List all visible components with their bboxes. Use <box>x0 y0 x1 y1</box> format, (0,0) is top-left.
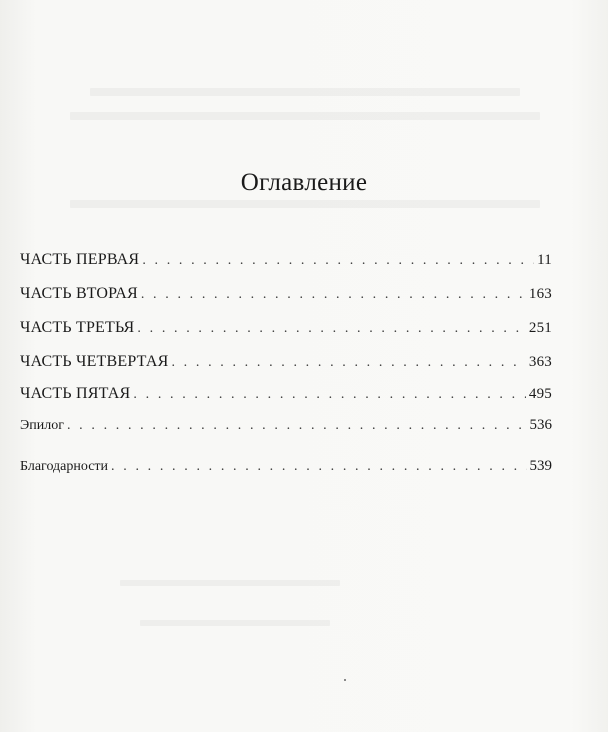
toc-title: Оглавление <box>240 168 368 196</box>
show-through-block <box>70 112 540 120</box>
toc-entry-label: ЧАСТЬ ТРЕТЬЯ <box>20 319 135 336</box>
toc-entry-part-2[interactable] <box>20 285 552 303</box>
toc-entry-page: 251 <box>528 320 552 336</box>
toc-leader-dots <box>133 387 525 403</box>
show-through-block <box>70 200 540 208</box>
toc-leader-dots <box>142 253 534 269</box>
toc-leader-dots <box>111 459 526 475</box>
toc-entry-part-3[interactable] <box>20 319 552 337</box>
toc-entry-page: 495 <box>528 386 552 402</box>
toc-entry-label: Благодарности <box>20 459 109 474</box>
toc-leader-dots <box>137 321 525 337</box>
toc-entry-label: ЧАСТЬ ПЯТАЯ <box>20 385 131 402</box>
toc-entry-page: 536 <box>529 417 552 433</box>
toc-leader-dots <box>171 355 525 371</box>
toc-entry-label: ЧАСТЬ ЧЕТВЕРТАЯ <box>20 353 169 370</box>
show-through-block <box>90 88 520 96</box>
toc-leader-dots <box>67 418 527 434</box>
toc-leader-dots <box>141 287 526 303</box>
toc-entry-part-4[interactable] <box>20 353 552 371</box>
toc-entry-label: Эпилог <box>20 418 64 433</box>
toc-entry-page: 163 <box>528 286 552 302</box>
toc-entry-page: 11 <box>537 252 552 268</box>
show-through-block <box>140 620 330 626</box>
toc-entry-part-1[interactable] <box>20 251 552 269</box>
toc-entry-label: ЧАСТЬ ПЕРВАЯ <box>20 251 140 268</box>
toc-entry-page: 363 <box>528 354 552 370</box>
print-speck <box>344 679 346 681</box>
toc-entry-label: ЧАСТЬ ВТОРАЯ <box>20 285 138 302</box>
toc-entry-epilogue[interactable] <box>20 417 552 434</box>
toc-entry-part-5[interactable] <box>20 385 552 403</box>
toc-entry-page: 539 <box>529 458 552 474</box>
show-through-block <box>120 580 340 586</box>
toc-entry-acknowledgements[interactable] <box>20 458 552 475</box>
